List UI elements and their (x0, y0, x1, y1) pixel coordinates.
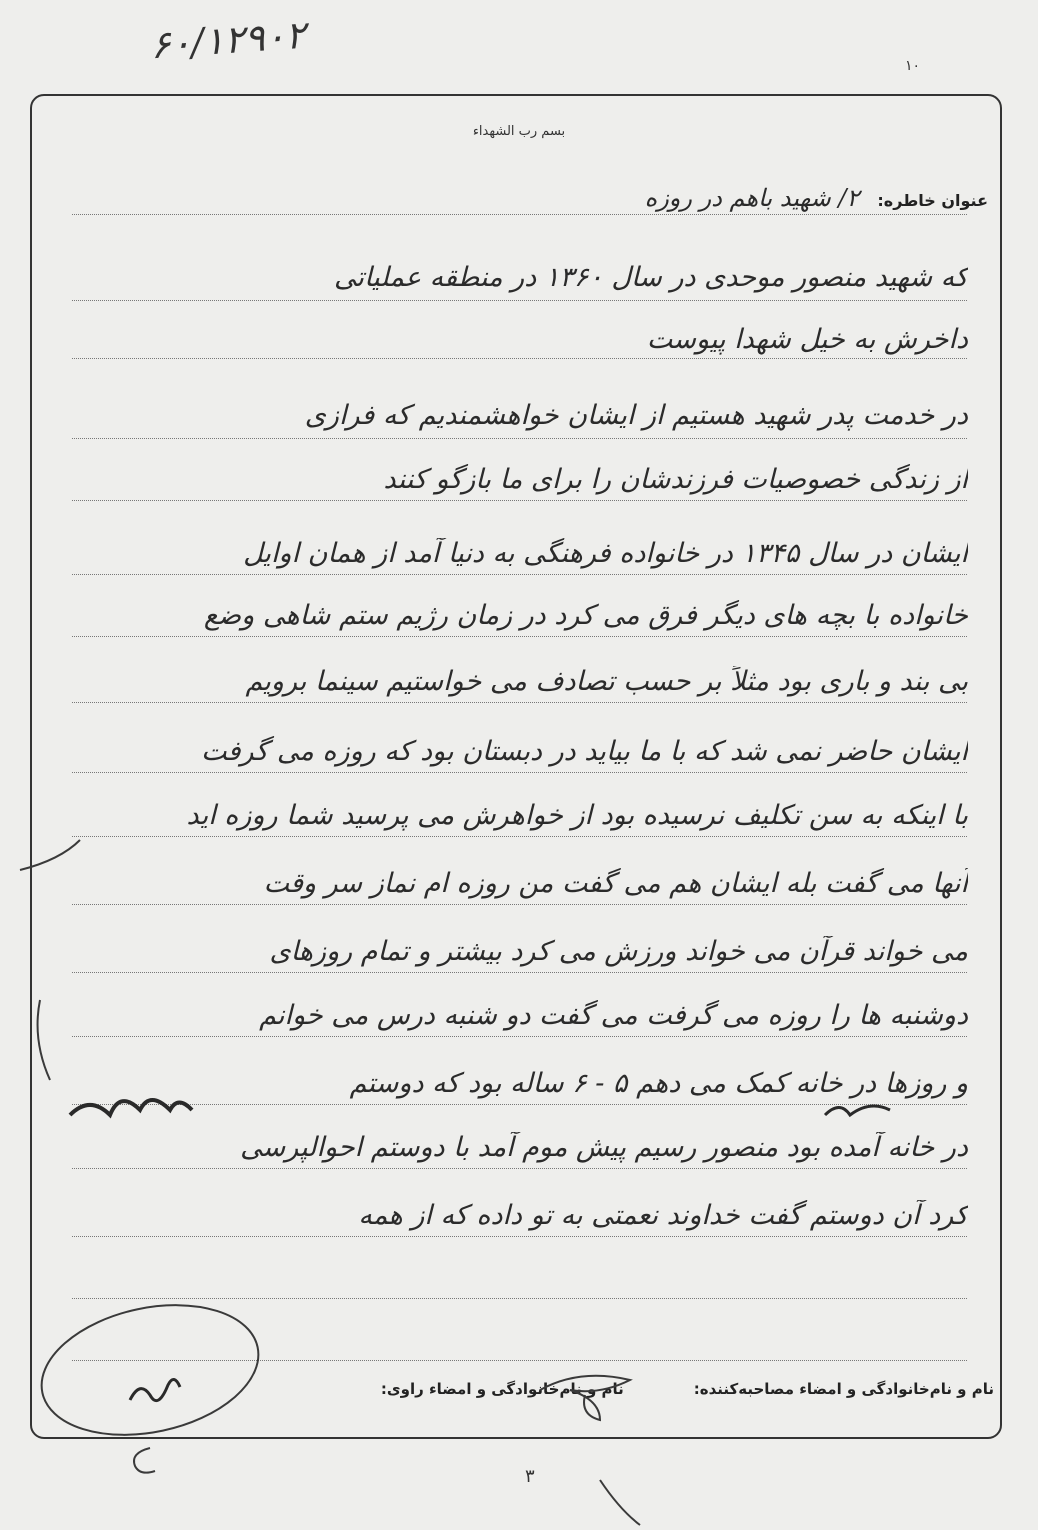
signature-footer (120, 1380, 994, 1398)
handwritten-line: در خدمت پدر شهید هستیم از ایشان خواهشمندیم که فرازی (304, 400, 968, 431)
handwritten-line: بی بند و باری بود مثلاً بر حسب تصادف می خواستیم سینما برویم (245, 666, 968, 697)
ruled-line (72, 574, 967, 575)
corner-mark: ۱۰ (905, 58, 921, 74)
ruled-line (72, 636, 967, 637)
ruled-line (72, 500, 967, 501)
handwritten-line: با اینکه به سن تکلیف نرسیده بود از خواهرش می پرسید شما روزه اید (186, 800, 968, 831)
handwritten-line: ایشان در سال ۱۳۴۵ در خانواده فرهنگی به دنیا آمد از همان اوایل (243, 538, 968, 569)
memoir-title-label: عنوان خاطره: (877, 191, 988, 210)
handwritten-line: از زندگی خصوصیات فرزندشان را برای ما بازگو کنند (383, 464, 968, 495)
ruled-line (72, 438, 967, 439)
ruled-line (72, 358, 967, 359)
ruled-line (72, 1360, 967, 1361)
memoir-title-value: ۲/ شهید باهم در روزه (644, 184, 860, 212)
invocation-header: بسم رب الشهداء (472, 124, 566, 139)
handwritten-line: و روزها در خانه کمک می دهم ۵ - ۶ ساله بود که دوستم (349, 1068, 968, 1099)
ruled-line (72, 836, 967, 837)
margin-stroke (600, 1480, 640, 1525)
handwritten-line: می خواند قرآن می خواند ورزش می کرد بیشتر و تمام روزهای (269, 936, 968, 967)
handwritten-line: آنها می گفت بله ایشان هم می گفت من روزه ام نماز سر وقت (263, 868, 968, 899)
archive-number: ۶۰/۱۲۹۰۲ (148, 12, 308, 68)
ruled-line (72, 904, 967, 905)
ruled-line (72, 972, 967, 973)
ruled-line (72, 702, 967, 703)
ruled-line (72, 1036, 967, 1037)
handwritten-line: در خانه آمده بود منصور رسیم پیش موم آمد با دوستم احوالپرسی (240, 1132, 968, 1163)
narrator-signature-label: نام و نام‌خانوادگی و امضاء راوی: (380, 1380, 624, 1398)
ruled-line (72, 1236, 967, 1237)
ruled-line (72, 1298, 967, 1299)
ruled-line (72, 772, 967, 773)
initial-mark (134, 1448, 155, 1473)
handwritten-line: که شهید منصور موحدی در سال ۱۳۶۰ در منطقه عملیاتی (334, 262, 968, 293)
ruled-line (72, 1168, 967, 1169)
handwritten-line: دوشنبه ها را روزه می گرفت می گفت دو شنبه درس می خوانم (259, 1000, 968, 1031)
handwritten-line: ایشان حاضر نمی شد که با ما بیاید در دبستان بود که روزه می گرفت (201, 736, 968, 767)
handwritten-line: کرد آن دوستم گفت خداوند نعمتی به تو داده که از همه (358, 1200, 968, 1231)
ruled-line (72, 214, 967, 215)
interviewer-signature-label: نام و نام‌خانوادگی و امضاء مصاحبه‌کننده: (693, 1380, 994, 1398)
memoir-title-row (645, 184, 988, 212)
ruled-line (72, 1104, 967, 1105)
handwritten-line: داخرش به خیل شهدا پیوست (646, 324, 968, 355)
ruled-line (72, 300, 967, 301)
handwritten-line: خانواده با بچه های دیگر فرق می کرد در زمان رژیم ستم شاهی وضع (203, 600, 968, 631)
page-number: ۳ (525, 1466, 535, 1487)
